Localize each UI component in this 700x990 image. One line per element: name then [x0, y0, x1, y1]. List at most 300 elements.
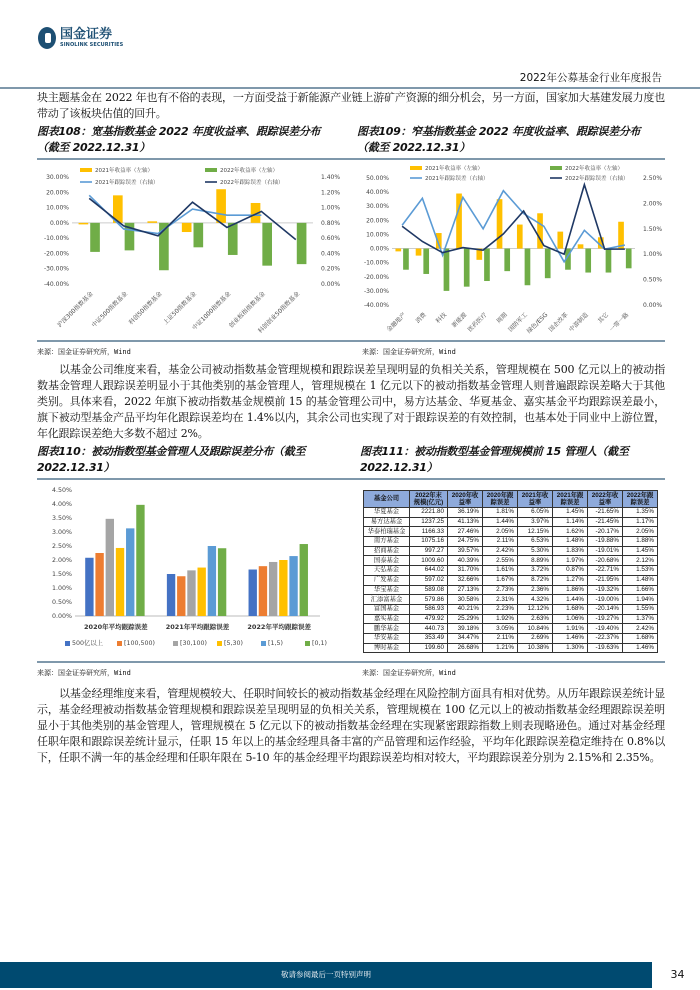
y2-tick-label: 0.40% — [321, 250, 341, 258]
x-tick-label: 新能源 — [450, 311, 469, 330]
table-row — [364, 614, 658, 624]
y2-tick-label: 1.00% — [643, 251, 663, 259]
table-cell: 1.97% — [553, 556, 588, 566]
y-tick-label: 40.00% — [366, 189, 389, 197]
legend-label: 2022年跟踪误差（右轴） — [565, 176, 629, 182]
table-cell: 479.92 — [410, 614, 448, 624]
table-cell: 2.36% — [518, 585, 553, 595]
y2-tick-label: 1.40% — [321, 174, 341, 181]
table-cell: 5.30% — [518, 546, 553, 556]
bar-[0,1) — [218, 548, 226, 616]
legend-swatch — [117, 641, 122, 646]
y2-tick-label: 0.50% — [643, 276, 663, 284]
bar-[5,30) — [198, 568, 206, 616]
table-cell: 4.32% — [518, 595, 553, 605]
bar-2021年收益率（左轴） — [517, 225, 523, 249]
table-cell: 1.06% — [553, 614, 588, 624]
legend-swatch — [217, 641, 222, 646]
y-tick-label: 0.00% — [369, 245, 389, 253]
table-cell: 3.97% — [518, 517, 553, 527]
bar-2021年收益率（左轴） — [395, 249, 401, 252]
table-cell: 199.60 — [410, 643, 448, 653]
y-tick-label: 2.00% — [51, 557, 72, 564]
table-cell: -19.32% — [588, 585, 623, 595]
x-tick-label: 国企改革 — [547, 311, 570, 334]
table-row — [364, 585, 658, 595]
x-tick-label: 创业板指指数基金 — [227, 290, 267, 330]
table-cell: 2.12% — [623, 556, 658, 566]
bar-[1,5) — [208, 546, 216, 616]
table-cell: 1.83% — [553, 546, 588, 556]
y-tick-label: 20.00% — [366, 217, 389, 225]
x-tick-label: 其它 — [596, 311, 611, 325]
legend-label: 2021年收益率（左轴） — [95, 168, 153, 174]
table-cell: 1.46% — [553, 633, 588, 643]
figure-108-caption — [37, 124, 349, 156]
table-cell: 2221.80 — [410, 508, 448, 518]
table-row — [364, 595, 658, 605]
bar-[30,100) — [187, 570, 195, 616]
table-cell: -19.63% — [588, 643, 623, 653]
table-cell: 1237.25 — [410, 517, 448, 527]
logo-name-en: SINOLINK SECURITIES — [60, 42, 124, 48]
table-cell: 1166.33 — [410, 527, 448, 537]
legend-label: 2022年收益率（左轴） — [220, 168, 278, 174]
figure-111-source: 来源：国金证券研究所，Wind — [362, 669, 456, 677]
bar-2021年收益率（左轴） — [618, 222, 624, 249]
figure-title: 图表110：被动指数型基金管理人及跟踪误差分布（截至 — [37, 445, 306, 458]
legend-swatch — [65, 641, 70, 646]
y-tick-label: -40.00% — [363, 302, 389, 309]
bar-[1,5) — [126, 528, 134, 616]
footer-disclaimer: 敬请参阅最后一页特别声明 — [0, 962, 652, 988]
column-header: 基金公司 — [364, 491, 410, 508]
table-cell: 1.48% — [623, 575, 658, 585]
table-cell: 华夏基金 — [364, 508, 410, 518]
table-cell: 27.13% — [448, 585, 483, 595]
table-cell: 博时基金 — [364, 643, 410, 653]
table-cell: 26.68% — [448, 643, 483, 653]
figure-109-source: 来源：国金证券研究所，Wind — [362, 348, 456, 356]
table-cell: 3.05% — [483, 624, 518, 634]
bar-500亿以上 — [167, 574, 175, 616]
table-cell: -19.01% — [588, 546, 623, 556]
x-tick-label: 医药医疗 — [466, 311, 489, 334]
table-cell: 1.68% — [623, 633, 658, 643]
table-cell: 353.49 — [410, 633, 448, 643]
table-cell: 10.38% — [518, 643, 553, 653]
table-cell: -20.14% — [588, 604, 623, 614]
table-cell: -19.00% — [588, 595, 623, 605]
figure-title: 图表111：被动指数型基金管理规模前 15 管理人（截至 — [360, 445, 629, 458]
x-tick-label: 沪深300指数基金 — [56, 290, 95, 329]
column-header: 2021年跟踪误差 — [553, 491, 588, 508]
bar-[0,1) — [136, 505, 144, 616]
table-cell: 2.63% — [518, 614, 553, 624]
y-tick-label: -20.00% — [363, 273, 389, 281]
y-tick-label: 0.00% — [51, 613, 72, 620]
table-cell: 1.67% — [483, 575, 518, 585]
bar-2022年收益率（左轴） — [585, 249, 591, 273]
table-row — [364, 508, 658, 518]
table-cell: 1.68% — [553, 604, 588, 614]
y-tick-label: 1.00% — [51, 585, 72, 592]
y-tick-label: -40.00% — [43, 281, 69, 288]
table-cell: 1.61% — [483, 566, 518, 576]
figure-divider — [37, 340, 665, 342]
table-cell: 2.11% — [483, 633, 518, 643]
table-cell: 1.37% — [623, 614, 658, 624]
table-cell: -19.40% — [588, 624, 623, 634]
bar-2022年收益率（左轴） — [444, 249, 450, 291]
table-cell: 1.88% — [623, 537, 658, 547]
y-tick-label: 10.00% — [366, 231, 389, 239]
table-cell: 644.02 — [410, 566, 448, 576]
page-number: 34 — [670, 968, 685, 981]
figure-subtitle: 2022.12.31） — [360, 461, 438, 474]
y2-tick-label: 1.00% — [321, 204, 341, 212]
table-cell: 24.75% — [448, 537, 483, 547]
table-cell: 国泰基金 — [364, 556, 410, 566]
legend-label: 2021年跟踪误差（右轴） — [425, 176, 489, 182]
x-tick-label: 周期 — [495, 311, 509, 325]
table-cell: 汇添富基金 — [364, 595, 410, 605]
table-cell: 1.45% — [623, 546, 658, 556]
figure-divider — [37, 661, 665, 663]
table-cell: 27.46% — [448, 527, 483, 537]
y-tick-label: -20.00% — [43, 250, 69, 258]
table-cell: -20.68% — [588, 556, 623, 566]
table-row — [364, 517, 658, 527]
bar-500亿以上 — [85, 558, 93, 616]
figure-110-source: 来源：国金证券研究所，Wind — [37, 669, 131, 677]
bar-2022年收益率（左轴） — [545, 249, 551, 279]
bar-[30,100) — [106, 519, 114, 616]
x-tick-label: 中证500指数基金 — [90, 290, 130, 329]
x-tick-label: 2022年平均跟踪误差 — [247, 623, 311, 631]
bar-2021年收益率（左轴） — [557, 232, 563, 249]
table-cell: 华宝基金 — [364, 585, 410, 595]
y-tick-label: 10.00% — [46, 204, 69, 212]
table-cell: 6.53% — [518, 537, 553, 547]
y-tick-label: 4.50% — [51, 487, 72, 494]
bar-2021年收益率（左轴） — [216, 189, 226, 223]
legend-swatch — [305, 641, 310, 646]
table-cell: -21.45% — [588, 517, 623, 527]
column-header: 2020年收益率 — [448, 491, 483, 508]
table-cell: 1.92% — [483, 614, 518, 624]
x-tick-label: 科技 — [434, 311, 449, 325]
y-tick-label: 3.50% — [51, 515, 72, 522]
table-cell: 586.93 — [410, 604, 448, 614]
table-cell: 30.58% — [448, 595, 483, 605]
x-tick-label: 绿色/ESG — [525, 311, 550, 335]
x-tick-label: 中游制造 — [567, 311, 590, 334]
table-cell: 1.30% — [553, 643, 588, 653]
table-cell: 1.48% — [553, 537, 588, 547]
table-cell: 1.44% — [483, 517, 518, 527]
bar-2022年收益率（左轴） — [626, 249, 632, 269]
document-title: 2022年公募基金行业年度报告 — [519, 72, 662, 84]
table-cell: 12.15% — [518, 527, 553, 537]
x-tick-label: 2021年平均跟踪误差 — [165, 623, 230, 631]
y-tick-label: 4.00% — [51, 501, 72, 508]
y-tick-label: -10.00% — [363, 259, 389, 267]
table-row — [364, 566, 658, 576]
table-cell: 579.86 — [410, 595, 448, 605]
table-cell: 597.02 — [410, 575, 448, 585]
figure-108-source: 来源：国金证券研究所，Wind — [37, 348, 131, 356]
y2-tick-label: 2.50% — [643, 175, 663, 182]
y-tick-label: 30.00% — [366, 203, 389, 211]
table-cell: 2.05% — [483, 527, 518, 537]
table-cell: 1.86% — [553, 585, 588, 595]
table-cell: 34.47% — [448, 633, 483, 643]
table-cell: 招商基金 — [364, 546, 410, 556]
table-cell: 6.05% — [518, 508, 553, 518]
table-row — [364, 537, 658, 547]
bar-2022年收益率（左轴） — [228, 223, 238, 255]
legend-label: [5,30) — [224, 640, 243, 647]
table-cell: 鹏华基金 — [364, 624, 410, 634]
column-header: 2020年跟踪误差 — [483, 491, 518, 508]
table-cell: 997.27 — [410, 546, 448, 556]
column-header: 2022年收益率 — [588, 491, 623, 508]
figure-title: 图表109：窄基指数基金 2022 年度收益率、跟踪误差分布 — [357, 125, 641, 138]
column-header: 2022年末规模(亿元) — [410, 491, 448, 508]
table-cell: 1075.16 — [410, 537, 448, 547]
legend-label: [0,1) — [312, 640, 327, 647]
bar-[1,5) — [289, 556, 297, 616]
table-cell: 2.05% — [623, 527, 658, 537]
y-tick-label: 20.00% — [46, 189, 69, 197]
table-cell: 0.87% — [553, 566, 588, 576]
table-cell: 39.18% — [448, 624, 483, 634]
table-cell: 39.57% — [448, 546, 483, 556]
bar-[0,1) — [300, 544, 308, 616]
table-cell: 2.42% — [483, 546, 518, 556]
table-cell: 1.27% — [553, 575, 588, 585]
legend-label: [100,500) — [124, 640, 155, 647]
legend-label: [30,100) — [180, 640, 207, 647]
table-cell: 1.62% — [553, 527, 588, 537]
table-cell: 广发基金 — [364, 575, 410, 585]
x-tick-label: 国防军工 — [507, 311, 530, 334]
legend-label: 2022年跟踪误差（右轴） — [220, 180, 284, 186]
table-cell: 嘉实基金 — [364, 614, 410, 624]
y2-tick-label: 0.60% — [321, 235, 341, 243]
table-cell: 富国基金 — [364, 604, 410, 614]
legend-swatch — [173, 641, 178, 646]
table-cell: 41.13% — [448, 517, 483, 527]
y-tick-label: 2.50% — [51, 543, 72, 550]
bar-2021年收益率（左轴） — [182, 223, 192, 232]
table-cell: 1.35% — [623, 508, 658, 518]
bar-[30,100) — [269, 562, 277, 616]
y-tick-label: 1.50% — [51, 571, 72, 578]
table-cell: 2.69% — [518, 633, 553, 643]
table-cell: 1.44% — [553, 595, 588, 605]
table-cell: -22.71% — [588, 566, 623, 576]
table-cell: 1009.60 — [410, 556, 448, 566]
bar-[100,500) — [177, 576, 185, 616]
legend-label: [1,5) — [268, 640, 283, 647]
table-cell: 1.45% — [553, 508, 588, 518]
table-row — [364, 604, 658, 614]
paragraph-2: 以基金公司维度来看，基金公司被动指数基金管理规模和跟踪误差呈现明显的负相关关系，管理规模在 500 亿元以上的被动指数基金管理人跟踪误差明显小于其他类别的基金管理人，管理规模在 1 亿元以下的被动指数基金管理人则普遍跟踪误差略大于其他类别。具体来看，2022 年旗下被动指数基金规模前 15 的基金管理公司中，易方达基金、华夏基金、嘉实基金平均跟踪误差最小，旗下被动型基金产品平均年化跟踪误差均在 1.4%以内，其余公司也实现了对于跟踪误差的有效控制，也基本处于同业中上游位置，年化跟踪误差绝大多数不超过 2%。 — [37, 363, 665, 440]
legend-swatch — [80, 168, 92, 172]
y2-tick-label: 2.00% — [643, 200, 663, 208]
legend-label: 2022年收益率（左轴） — [565, 166, 623, 172]
bar-2021年收益率（左轴） — [416, 249, 422, 256]
y2-tick-label: 0.00% — [643, 302, 663, 309]
table-top15-managers — [363, 490, 658, 653]
bar-2022年收益率（左轴） — [484, 249, 490, 281]
y-tick-label: 0.00% — [49, 219, 69, 227]
y-tick-label: 0.50% — [51, 599, 72, 606]
table-cell: 1.91% — [553, 624, 588, 634]
bar-2022年收益率（左轴） — [504, 249, 510, 272]
table-cell: 10.84% — [518, 624, 553, 634]
y-tick-label: -10.00% — [43, 235, 69, 243]
bar-[5,30) — [279, 560, 287, 616]
figure-title: 图表108：宽基指数基金 2022 年度收益率、跟踪误差分布 — [37, 125, 321, 138]
x-tick-label: 金融地产 — [385, 311, 408, 334]
table-cell: 2.11% — [483, 537, 518, 547]
table-cell: 440.73 — [410, 624, 448, 634]
bar-2022年收益率（左轴） — [525, 249, 531, 286]
y-tick-label: 3.00% — [51, 529, 72, 536]
x-tick-label: 2020年平均跟踪误差 — [84, 623, 148, 631]
figure-subtitle: （截至 2022.12.31） — [37, 141, 150, 154]
table-cell: -22.37% — [588, 633, 623, 643]
y2-tick-label: 0.80% — [321, 219, 341, 227]
table-cell: 2.42% — [623, 624, 658, 634]
table-row — [364, 546, 658, 556]
legend-swatch — [205, 168, 217, 172]
company-logo — [38, 27, 123, 49]
x-tick-label: 上证50指数基金 — [162, 290, 198, 327]
logo-icon — [38, 27, 56, 49]
y-tick-label: -30.00% — [43, 265, 69, 273]
table-cell: -21.65% — [588, 508, 623, 518]
paragraph-3: 以基金经理维度来看，管理规模较大、任职时间较长的被动指数基金经理在风险控制方面具有相对优势。从历年跟踪误差统计显示，基金经理被动指数基金管理规模和跟踪误差呈现明显的负相关关系，管理规模在 100 亿元以上的被动指数基金经理跟踪误差明显小于其他类别的基金管理人，管理规模在 5 亿元以下的被动指数基金经理在实现紧密跟踪指数上则表现略逊色。通过对基金经理任职年限和跟踪误差统计显示，任职 15 年以上的基金经理具备丰富的产品管理和运作经验，平均年化跟踪误差稳定维持在 0.8%以下，任职不满一年的基金经理和任职年限在 5-10 年的基金经理平均跟踪误差均相对较大，平均跟踪误差分别为 2.15%和 2.35%。 — [37, 687, 665, 764]
bar-2021年收益率（左轴） — [147, 221, 157, 223]
table-row — [364, 575, 658, 585]
table-cell: 华泰柏瑞基金 — [364, 527, 410, 537]
table-cell: 1.46% — [623, 643, 658, 653]
bar-2021年收益率（左轴） — [497, 199, 503, 248]
bar-2022年收益率（左轴） — [262, 223, 272, 266]
y-tick-label: 30.00% — [46, 174, 69, 181]
table-row — [364, 633, 658, 643]
legend-swatch — [550, 166, 562, 170]
table-cell: 易方达基金 — [364, 517, 410, 527]
bar-2021年收益率（左轴） — [79, 223, 89, 225]
legend-swatch — [410, 166, 422, 170]
y2-tick-label: 0.00% — [321, 281, 341, 288]
table-cell: 3.72% — [518, 566, 553, 576]
bar-[100,500) — [259, 566, 267, 616]
y2-tick-label: 1.20% — [321, 189, 341, 197]
x-tick-label: 科创创业50指数基金 — [256, 290, 302, 335]
table-cell: 32.66% — [448, 575, 483, 585]
table-cell: 2.23% — [483, 604, 518, 614]
y-tick-label: 50.00% — [366, 175, 389, 182]
line-2021年跟踪误差（右轴） — [402, 191, 625, 262]
table-cell: 1.14% — [553, 517, 588, 527]
x-tick-label: 消费 — [414, 311, 428, 325]
bar-[100,500) — [95, 553, 103, 616]
table-cell: 2.55% — [483, 556, 518, 566]
table-cell: 40.39% — [448, 556, 483, 566]
table-cell: -21.95% — [588, 575, 623, 585]
x-tick-label: 中证1000指数基金 — [191, 290, 233, 332]
figure-subtitle: 2022.12.31） — [37, 461, 115, 474]
table-cell: 25.29% — [448, 614, 483, 624]
legend-label: 500亿以上 — [72, 640, 103, 647]
column-header: 2021年收益率 — [518, 491, 553, 508]
bar-2022年收益率（左轴） — [606, 249, 612, 273]
bar-2022年收益率（左轴） — [90, 223, 100, 252]
table-cell: 1.21% — [483, 643, 518, 653]
table-cell: 2.31% — [483, 595, 518, 605]
table-cell: -19.27% — [588, 614, 623, 624]
table-cell: 2.73% — [483, 585, 518, 595]
figure-109-caption — [357, 124, 669, 156]
bar-2022年收益率（左轴） — [194, 223, 204, 247]
table-row — [364, 643, 658, 653]
table-cell: 12.12% — [518, 604, 553, 614]
line-2022年跟踪误差（右轴） — [402, 185, 625, 255]
chart-manager-tracking-error — [30, 480, 350, 660]
table-cell: 8.89% — [518, 556, 553, 566]
table-cell: 1.53% — [623, 566, 658, 576]
table-cell: 华安基金 — [364, 633, 410, 643]
paragraph-1: 块主题基金在 2022 年也有不俗的表现，一方面受益于新能源产业链上游矿产资源的细分机会，另一方面，国家加大基建发展力度也带动了该板块估值的回升。 — [37, 91, 665, 120]
table-row — [364, 527, 658, 537]
table-row — [364, 556, 658, 566]
table-cell: 1.94% — [623, 595, 658, 605]
table-cell: -20.17% — [588, 527, 623, 537]
table-cell: 天弘基金 — [364, 566, 410, 576]
table-cell: -19.88% — [588, 537, 623, 547]
chart-narrow-index-funds — [350, 160, 690, 340]
bar-2022年收益率（左轴） — [464, 249, 470, 287]
y-tick-label: -30.00% — [363, 287, 389, 295]
bar-[5,30) — [116, 548, 124, 616]
y2-tick-label: 0.20% — [321, 265, 341, 273]
bar-500亿以上 — [249, 570, 257, 616]
table-cell: 1.55% — [623, 604, 658, 614]
y2-tick-label: 1.50% — [643, 225, 663, 233]
table-cell: 1.17% — [623, 517, 658, 527]
figure-110-caption — [37, 444, 352, 476]
table-cell: 36.19% — [448, 508, 483, 518]
chart-broad-index-funds — [30, 160, 350, 340]
table-row — [364, 624, 658, 634]
logo-name-cn: 国金证券 — [60, 27, 113, 42]
table-cell: 31.70% — [448, 566, 483, 576]
figure-subtitle: （截至 2022.12.31） — [357, 141, 470, 154]
column-header: 2022年跟踪误差 — [623, 491, 658, 508]
table-cell: 589.08 — [410, 585, 448, 595]
legend-label: 2021年跟踪误差（右轴） — [95, 180, 159, 186]
table-cell: 40.21% — [448, 604, 483, 614]
bar-2022年收益率（左轴） — [403, 249, 409, 270]
x-tick-label: 科创50指数基金 — [127, 290, 164, 327]
bar-2022年收益率（左轴） — [423, 249, 429, 274]
